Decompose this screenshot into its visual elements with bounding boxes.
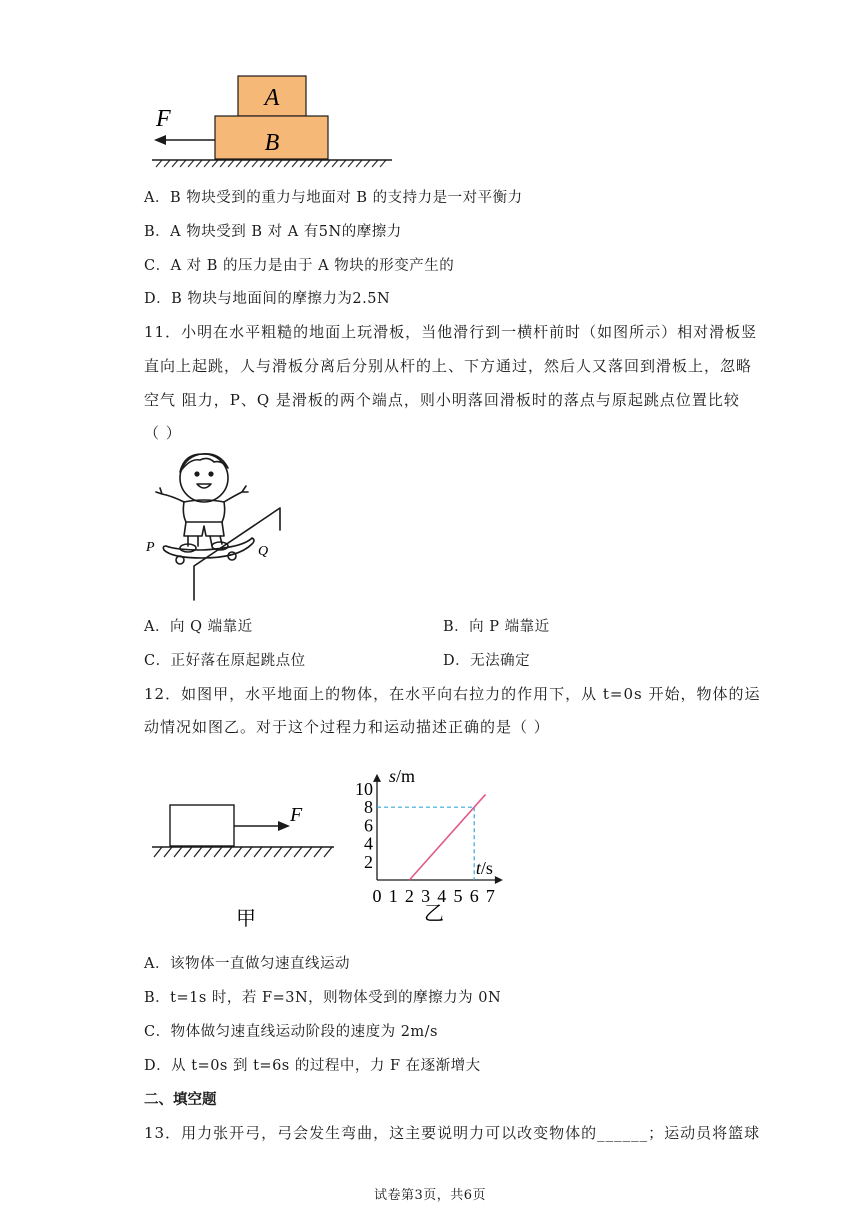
force-label: F <box>156 106 171 132</box>
boy-body <box>183 500 224 522</box>
y-axis-arrow <box>373 774 381 782</box>
fig-yi-caption: 乙 <box>424 903 444 925</box>
pull-force-label: F <box>290 804 303 826</box>
q11-option-b: B．向 P 端靠近 <box>443 619 550 635</box>
x-tick-label: 6 <box>469 886 479 906</box>
fig-jia-caption: 甲 <box>236 908 256 930</box>
q12-line-1: 12．如图甲，水平地面上的物体，在水平向右拉力的作用下，从 t=0s 开始，物体的运 <box>144 685 761 703</box>
q11-line-1: 11．小明在水平粗糙的地面上玩滑板，当他滑行到一横杆前时（如图所示）相对滑板竖 <box>144 323 758 341</box>
x-tick-label: 4 <box>437 886 447 906</box>
x-tick-label: 1 <box>388 886 398 906</box>
boy-hair <box>180 454 228 472</box>
q11-line-4: （ ） <box>144 424 182 442</box>
x-tick-label: 2 <box>404 886 414 906</box>
boy-right-arm <box>224 486 248 502</box>
page-footer: 试卷第3页，共6页 <box>373 1188 487 1203</box>
y-tick-label: 6 <box>364 815 373 836</box>
y-tick-label: 4 <box>364 833 373 854</box>
pull-force-arrowhead <box>278 821 290 831</box>
x-axis-label: t/s <box>475 858 493 878</box>
y-tick-label: 2 <box>364 851 373 872</box>
q12-option-b: B．t=1s 时，若 F=3N，则物体受到的摩擦力为 0N <box>144 990 502 1006</box>
blocks-figure <box>150 72 400 172</box>
ground-hatch <box>156 160 386 167</box>
y-tick-label: 10 <box>355 779 373 799</box>
q10-option-a: A．B 物块受到的重力与地面对 B 的支持力是一对平衡力 <box>144 190 523 206</box>
x-tick-label: 3 <box>421 886 431 906</box>
jia-ground-hatch <box>154 847 332 857</box>
q12-option-c: C．物体做匀速直线运动阶段的速度为 2m/s <box>144 1024 439 1040</box>
q11-option-d: D．无法确定 <box>443 653 531 669</box>
fig-jia <box>148 795 343 935</box>
q10-option-d: D．B 物块与地面间的摩擦力为2.5N <box>144 291 391 307</box>
block-a-label: A <box>264 85 280 111</box>
x-axis-arrow <box>495 876 503 884</box>
q12-option-d: D．从 t=0s 到 t=6s 的过程中，力 F 在逐渐增大 <box>144 1058 481 1074</box>
q11-line-2: 直向上起跳，人与滑板分离后分别从杆的上、下方通过，然后人又落回到滑板上，忽略 <box>144 357 753 375</box>
boy-head <box>180 454 228 502</box>
x-tick-label: 5 <box>453 886 463 906</box>
q11-line-3: 空气 阻力，P、Q 是滑板的两个端点，则小明落回滑板时的落点与原起跳点位置比较 <box>144 391 740 409</box>
object-box <box>170 805 234 846</box>
x-tick-label: 0 <box>372 886 382 906</box>
y-tick-label: 8 <box>364 797 373 818</box>
boy-left-arm <box>156 488 184 502</box>
q12-option-a: A．该物体一直做匀速直线运动 <box>144 956 350 972</box>
section-title: 二、填空题 <box>144 1092 217 1108</box>
q13-line-1: 13．用力张开弓，弓会发生弯曲，这主要说明力可以改变物体的______；运动员将篮球 <box>144 1124 761 1142</box>
label-q: Q <box>258 544 269 559</box>
q10-option-c: C．A 对 B 的压力是由于 A 物块的形变产生的 <box>144 258 455 274</box>
st-chart <box>348 756 528 928</box>
y-axis-label: s/m <box>389 765 416 786</box>
skateboarder-figure <box>142 448 302 606</box>
q11-option-a: A．向 Q 端靠近 <box>144 619 253 635</box>
q11-option-c: C．正好落在原起跳点位 <box>144 653 306 669</box>
force-arrowhead <box>154 135 166 145</box>
q10-option-b: B．A 物块受到 B 对 A 有5N的摩擦力 <box>144 224 402 240</box>
x-tick-label: 7 <box>485 886 495 906</box>
skateboard <box>163 538 254 558</box>
q12-line-2: 动情况如图乙。对于这个过程力和运动描述正确的是（ ） <box>144 718 550 736</box>
label-p: P <box>146 540 155 555</box>
block-b-label: B <box>264 130 280 156</box>
